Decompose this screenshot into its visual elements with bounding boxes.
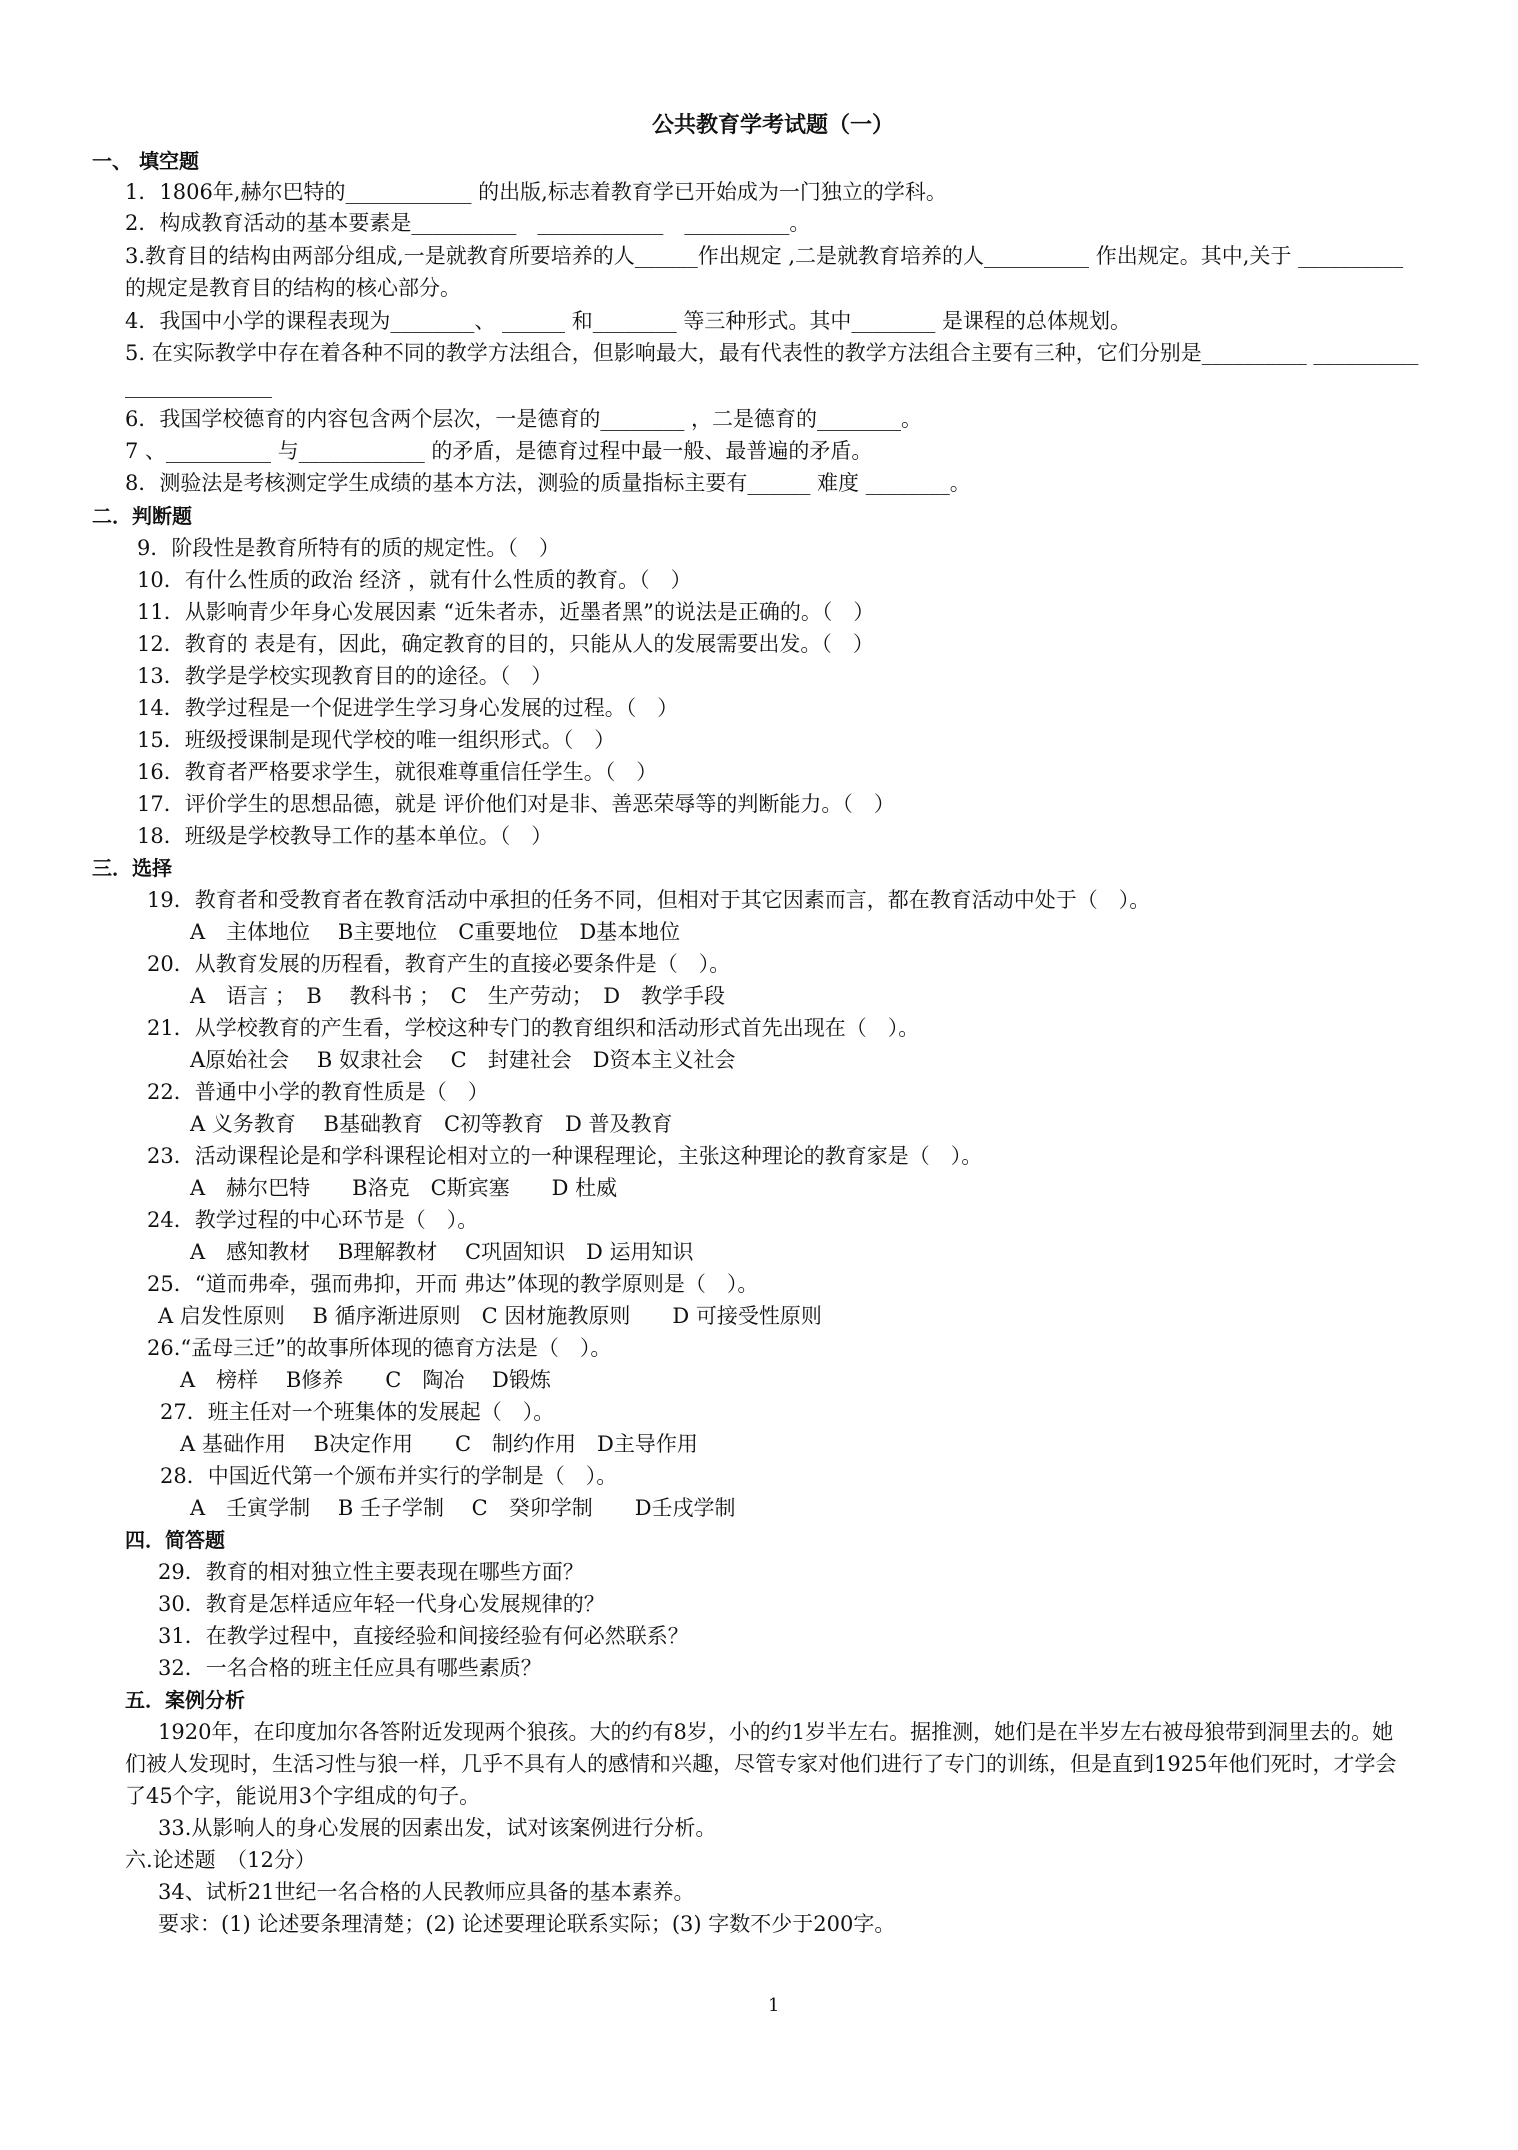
section-heading-choice: 三．选择 [92,856,172,880]
question-6: 6．我国学校德育的内容包含两个层次，一是德育的________ ，二是德育的________。 [125,407,923,431]
question-5: 5. 在实际教学中存在着各种不同的教学方法组合，但影响最大，最有代表性的教学方法组合主要有三种，它们分别是__________ __________ [125,341,1419,365]
question-17: 17．评价学生的思想品德，就是 评价他们对是非、善恶荣辱等的判断能力。（ ） [137,792,895,816]
document-title: 公共教育学考试题（一） [652,113,895,138]
case-text-line-1: 1920年，在印度加尔各答附近发现两个狼孩。大的约有8岁，小的约1岁半左右。据推测，她们是在半岁左右被母狼带到洞里去的。她 [158,1720,1394,1744]
question-31: 31．在教学过程中，直接经验和间接经验有何必然联系？ [158,1624,689,1648]
page-number: 1 [768,1995,780,2016]
essay-requirements: 要求：(1) 论述要条理清楚；(2) 论述要理论联系实际；(3) 字数不少于200字。 [158,1912,896,1936]
question-27-options: A 基础作用 B决定作用 C 制约作用 D主导作用 [180,1432,698,1456]
question-28-options: A 壬寅学制 B 壬子学制 C 癸卯学制 D壬戌学制 [190,1496,736,1520]
question-25: 25．“道而弗牵，强而弗抑，开而 弗达”体现的教学原则是（ ）。 [147,1272,759,1296]
question-29: 29．教育的相对独立性主要表现在哪些方面？ [158,1560,584,1584]
question-19-options: A 主体地位 B主要地位 C重要地位 D基本地位 [190,920,681,944]
section-heading-short-answer: 四．简答题 [125,1528,225,1552]
question-18: 18．班级是学校教导工作的基本单位。（ ） [137,824,553,848]
question-4: 4．我国中小学的课程表现为________、 ______ 和________ 等三种形式。其中________ 是课程的总体规划。 [125,309,1132,333]
question-1: 1．1806年,赫尔巴特的____________ 的出版,标志着教育学已开始成为一门独立的学科。 [125,180,947,204]
section-heading-case-analysis: 五．案例分析 [125,1688,245,1712]
question-26-options: A 榜样 B修养 C 陶冶 D锻炼 [180,1368,551,1392]
question-33: 33.从影响人的身心发展的因素出发，试对该案例进行分析。 [158,1816,717,1840]
section-heading-fill-blank: 一、 填空题 [92,149,199,173]
question-22-options: A 义务教育 B基础教育 C初等教育 D 普及教育 [190,1112,673,1136]
question-26: 26.“孟母三迁”的故事所体现的德育方法是（ ）。 [147,1336,612,1360]
question-14: 14．教学过程是一个促进学生学习身心发展的过程。（ ） [137,696,679,720]
question-24-options: A 感知教材 B理解教材 C巩固知识 D 运用知识 [190,1240,694,1264]
question-3: 3.教育目的结构由两部分组成,一是就教育所要培养的人______作出规定 ,二是就教育培养的人__________ 作出规定。其中,关于 __________ [125,244,1404,268]
question-8: 8．测验法是考核测定学生成绩的基本方法，测验的质量指标主要有______ 难度 ________。 [125,471,971,495]
question-13: 13．教学是学校实现教育目的的途径。（ ） [137,664,553,688]
question-9: 9．阶段性是教育所特有的质的规定性。（ ） [137,536,560,560]
question-25-options: A 启发性原则 B 循序渐进原则 C 因材施教原则 D 可接受性原则 [158,1304,822,1328]
section-heading-judgment: 二．判断题 [92,504,192,528]
question-28: 28．中国近代第一个颁布并实行的学制是（ ）。 [160,1464,618,1488]
question-20: 20．从教育发展的历程看，教育产生的直接必要条件是（ ）。 [147,952,731,976]
question-23: 23．活动课程论是和学科课程论相对立的一种课程理论，主张这种理论的教育家是（ ）。 [147,1144,983,1168]
question-32: 32．一名合格的班主任应具有哪些素质？ [158,1656,542,1680]
question-19: 19．教育者和受教育者在教育活动中承担的任务不同，但相对于其它因素而言，都在教育活动中处于（ ）。 [147,888,1151,912]
question-24: 24．教学过程的中心环节是（ ）。 [147,1208,479,1232]
case-text-line-2: 们被人发现时，生活习性与狼一样，几乎不具有人的感情和兴趣，尽管专家对他们进行了专门的训练，但是直到1925年他们死时，才学会 [125,1752,1397,1776]
section-heading-essay: 六.论述题 （12分） [125,1848,316,1872]
question-30: 30．教育是怎样适应年轻一代身心发展规律的？ [158,1592,605,1616]
question-21-options: A原始社会 B 奴隶社会 C 封建社会 D资本主义社会 [190,1048,736,1072]
question-15: 15．班级授课制是现代学校的唯一组织形式。（ ） [137,728,616,752]
question-21: 21．从学校教育的产生看，学校这种专门的教育组织和活动形式首先出现在（ ）。 [147,1016,920,1040]
question-27: 27．班主任对一个班集体的发展起（ ）。 [160,1400,555,1424]
question-23-options: A 赫尔巴特 B洛克 C斯宾塞 D 杜威 [190,1176,618,1200]
question-16: 16．教育者严格要求学生，就很难尊重信任学生。（ ） [137,760,658,784]
question-5-cont: ______________ [125,374,272,398]
question-10: 10．有什么性质的政治 经济 ，就有什么性质的教育。（ ） [137,568,692,592]
case-text-line-3: 了45个字，能说用3个字组成的句子。 [125,1784,481,1808]
question-7: 7 、__________ 与____________ 的矛盾，是德育过程中最一般、最普遍的矛盾。 [125,439,873,463]
question-3-cont: 的规定是教育目的结构的核心部分。 [125,276,461,300]
question-12: 12．教育的 表是有，因此，确定教育的目的，只能从人的发展需要出发。（ ） [137,632,874,656]
question-34: 34、试析21世纪一名合格的人民教师应具备的基本素养。 [158,1880,695,1904]
question-22: 22．普通中小学的教育性质是（ ） [147,1080,489,1104]
question-11: 11．从影响青少年身心发展因素 “近朱者赤，近墨者黑”的说法是正确的。（ ） [137,600,875,624]
question-20-options: A 语言 ； B 教科书 ； C 生产劳动； D 教学手段 [190,984,726,1008]
question-2: 2．构成教育活动的基本要素是__________ ____________ __________。 [125,211,811,235]
